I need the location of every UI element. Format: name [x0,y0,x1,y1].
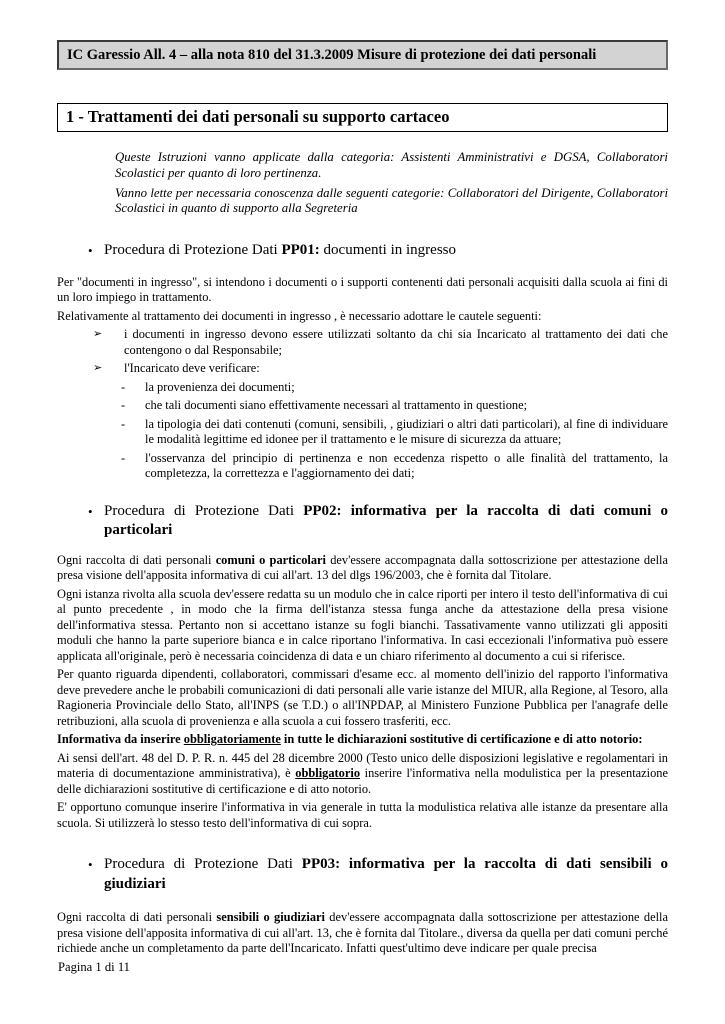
bullet-icon: • [88,503,93,519]
paragraph: Ogni raccolta di dati personali sensibili o giudiziari dev'essere accompagnata dalla sottoscrizione per attestazione della presa visione dell'apposita informativa di cui all'art. 13, che è fornita dal Titolare., diversa da quella per dati comuni perché richiede anche un completamento da parte dell'Incaricato. Infatti quest'ultimo deve indicare per quale precisa [57,910,668,956]
pp01-body [57,275,668,482]
list-item-text: la provenienza dei documenti; [145,379,295,394]
pp01-heading [88,241,668,261]
list-item-text: l'osservanza del principio di pertinenza e non eccedenza rispetto o alle finalità del trattamento, la completezza, la correttezza e l'aggiornamento dei dati; [145,450,668,481]
pp03-heading-text: Procedura di Protezione Dati PP03: informativa per la raccolta di dati sensibili o giudiziari [104,856,668,892]
paragraph: Ai sensi dell'art. 48 del D. P. R. n. 445 del 28 dicembre 2000 (Testo unico delle disposizioni legislative e regolamentari in materia di documentazione amministrativa), è obbligatorio inserire l'informativa nella modulistica per la presentazione delle dichiarazioni sostitutive di certificazione e di atto notorio. [57,750,668,796]
pp03-heading [88,855,668,894]
list-item-text: l'Incaricato deve verificare: [124,361,260,376]
dash-bullet-icon: - [121,416,126,431]
pp02-heading-text: Procedura di Protezione Dati PP02: informativa per la raccolta di dati comuni o particolari [104,502,668,539]
list-item [57,417,668,448]
arrow-bullet-icon: ➢ [93,328,103,341]
bullet-icon: • [88,857,93,873]
dash-bullet-icon: - [121,398,126,413]
dash-bullet-icon: - [121,379,126,394]
header-banner: IC Garessio All. 4 – alla nota 810 del 31.3.2009 Misure di protezione dei dati personali [57,40,668,70]
paragraph: Ogni istanza rivolta alla scuola dev'essere redatta su un modulo che in calce riporti per intero il testo dell'informativa di cui al punto precedente , in modo che la firma dell'istanza stessa funga anche da attestazione della presa visione dell'informativa stessa. Pertanto non si accettano istanze su fogli bianchi. Tassativamente vanno utilizzati gli appositi moduli che hanno la parte superiore bianca e in calce riportano l'informativa. In casi eccezionali l'informativa può essere applicata all'originale, però è necessaria coincidenza di data e un chiaro riferimento al documento a cui si riferisce. [57,586,668,663]
paragraph: E' opportuno comunque inserire l'informativa in via generale in tutta la modulistica relativa alle istanze da presentare alla scuola. Si utilizzerà lo stesso testo dell'informativa di cui sopra. [57,800,668,830]
paragraph: Relativamente al trattamento dei documenti in ingresso , è necessario adottare le cautele seguenti: [57,308,542,323]
list-item-text: che tali documenti siano effettivamente necessari al trattamento in questione; [145,398,528,413]
list-item [57,398,668,414]
pp01-heading-text: Procedura di Protezione Dati PP01: documenti in ingresso [104,242,457,259]
dash-bullet-icon: - [121,450,126,465]
paragraph: Ogni raccolta di dati personali comuni o particolari dev'essere accompagnata dalla sottoscrizione per attestazione della presa visione dell'apposita informativa di cui all'art. 13 del dlgs 196/2003, che è fornita dal Titolare. [57,552,668,583]
paragraph: Informativa da inserire obbligatoriamente in tutte le dichiarazioni sostitutive di certificazione e di atto notorio: [57,732,643,747]
paragraph: Per "documenti in ingresso", si intendono i documenti o i supporti contenenti dati personali acquisiti dalla scuola ai fini di un loro impiego in trattamento. [57,274,668,305]
arrow-bullet-icon: ➢ [93,362,103,375]
list-item [57,327,668,358]
intro-paragraph-2: Vanno lette per necessaria conoscenza dalle seguenti categorie: Collaboratori del Dirigente, Collaboratori Scolastici in quanto di supporto alla Segreteria [115,185,668,216]
list-item [57,451,668,482]
intro-block [115,150,668,217]
list-item [57,380,668,396]
paragraph: Per quanto riguarda dipendenti, collaboratori, commissari d'esame ecc. al momento dell'inizio del rapporto l'informativa deve prevedere anche le probabili comunicazioni di dati personali alle varie istanze del MIUR, alla Regione, al Tesoro, alla Ragioneria Provinciale dello Stato, all'INPS (se T.D.) o all'INPDAP, al Ministero Funzione Pubblica per l'anagrafe delle retribuzioni, alla scuola di provenienza e alla scuola a cui fossero trasferiti, ecc. [57,667,668,728]
list-item-text: i documenti in ingresso devono essere utilizzati soltanto da chi sia Incaricato al trattamento dei dati che contengono o dal Responsabile; [124,327,668,357]
pp02-body [57,553,668,832]
page-number: Pagina 1 di 11 [58,960,130,974]
bullet-icon: • [88,243,93,259]
intro-paragraph-1: Queste Istruzioni vanno applicate dalla categoria: Assistenti Amministrativi e DGSA, Collaboratori Scolastici per quanto di loro pertinenza. [115,150,668,180]
pp03-body [57,910,668,957]
list-item [57,361,668,377]
section-title: 1 - Trattamenti dei dati personali su supporto cartaceo [57,103,668,132]
list-item-text: la tipologia dei dati contenuti (comuni, sensibili, , giudiziari o altri dati particolari), al fine di individuare le modalità legittime ed idonee per il trattamento e le misure di sicurezza da attuare; [145,416,668,447]
pp02-heading [88,502,668,541]
